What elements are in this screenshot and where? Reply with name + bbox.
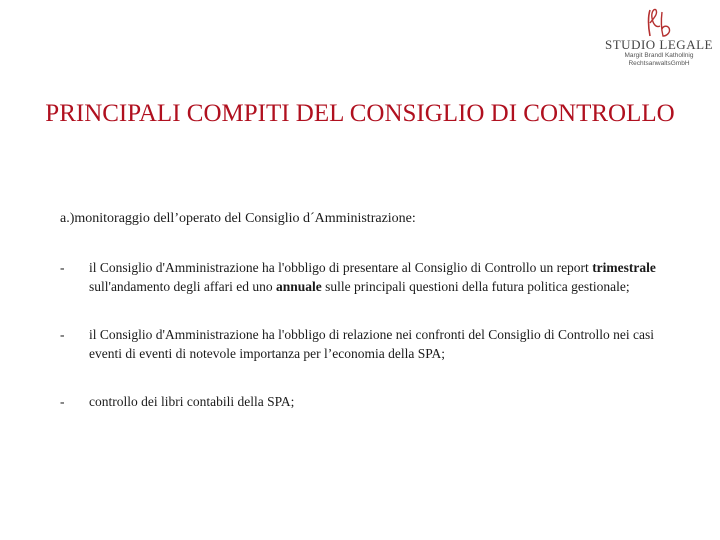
monogram-icon bbox=[642, 6, 676, 40]
logo-name: STUDIO LEGALE bbox=[605, 37, 713, 52]
studio-logo bbox=[600, 6, 718, 78]
list-item bbox=[60, 392, 680, 411]
logo-sub-line2: RechtsanwaltsGmbH bbox=[628, 60, 690, 67]
bullet-text: il Consiglio d'Amministrazione ha l'obbligo di presentare al Consiglio di Controllo un report bbox=[89, 260, 593, 275]
logo-sub-line1: Margit Brandl Kathollnig bbox=[624, 52, 694, 59]
bullet-text: controllo dei libri contabili della SPA; bbox=[89, 394, 295, 409]
bullet-text: il Consiglio d'Amministrazione ha l'obbligo di relazione nei confronti del Consiglio di Controllo nei casi eventi di eventi di notevole importanza per l’economia della SPA; bbox=[89, 327, 655, 361]
bullet-text: sull'andamento degli affari ed uno bbox=[89, 279, 277, 294]
bullet-dash: - bbox=[60, 394, 65, 409]
intro-label: a.) bbox=[60, 211, 75, 226]
list-item bbox=[60, 325, 680, 363]
list-item bbox=[60, 258, 680, 296]
bullet-list bbox=[60, 258, 680, 440]
bullet-dash: - bbox=[60, 327, 65, 342]
page-title: PRINCIPALI COMPITI DEL CONSIGLIO DI CONTROLLO bbox=[45, 100, 675, 127]
intro-text: monitoraggio dell’operato del Consiglio d´Amministrazione bbox=[74, 211, 412, 226]
bullet-text: sulle principali questioni della futura politica gestionale; bbox=[321, 279, 630, 294]
intro-line bbox=[60, 210, 680, 228]
bullet-bold-annual: annuale bbox=[276, 279, 322, 294]
bullet-bold-quarterly: trimestrale bbox=[592, 260, 656, 275]
intro-suffix: : bbox=[411, 211, 416, 226]
bullet-dash: - bbox=[60, 260, 65, 275]
